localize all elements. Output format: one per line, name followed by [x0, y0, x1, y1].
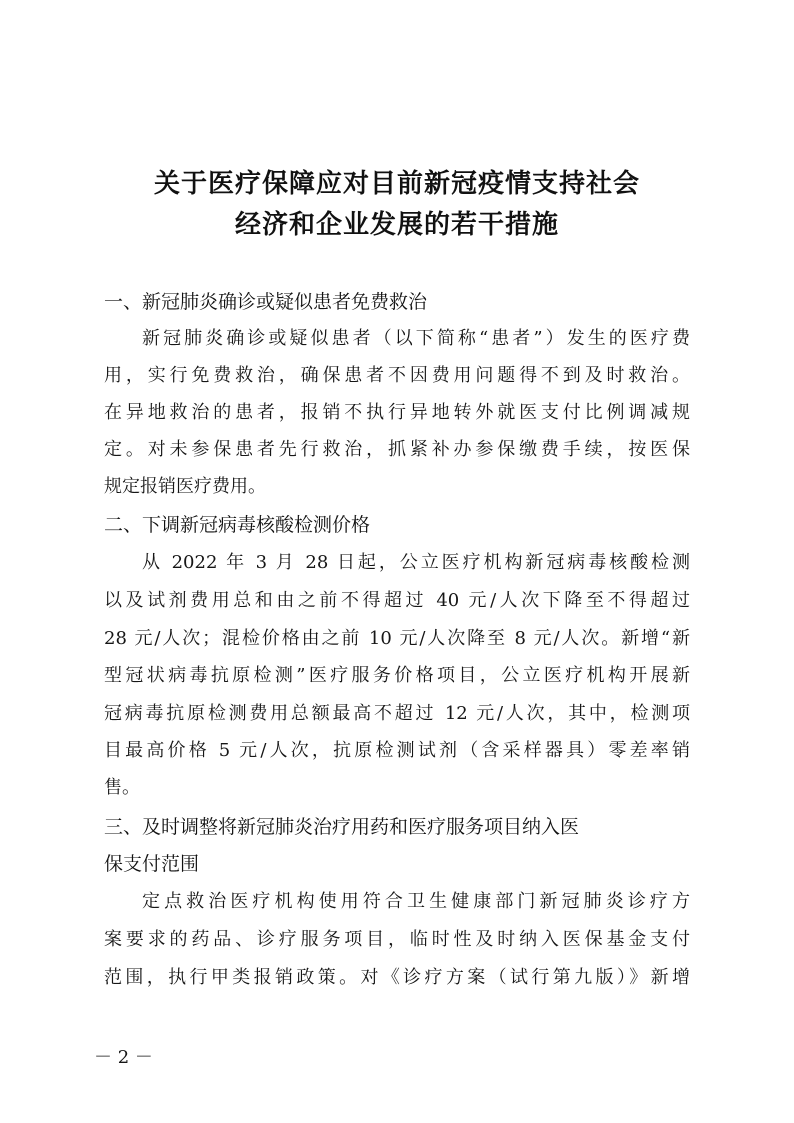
section-2-line-1: 从 2022 年 3 月 28 日起，公立医疗机构新冠病毒核酸检测: [142, 552, 690, 573]
section-1-line-2: 用，实行免费救治，确保患者不因费用问题得不到及时救治。: [104, 365, 690, 386]
section-3-line-1: 定点救治医疗机构使用符合卫生健康部门新冠肺炎诊疗方: [142, 891, 690, 912]
section-3-heading-line-1: 三、及时调整将新冠肺炎治疗用药和医疗服务项目纳入医: [104, 816, 580, 838]
document-title: [90, 164, 704, 246]
section-2-line-7: 售。: [104, 777, 140, 798]
section-1-line-1: 新冠肺炎确诊或疑似患者（以下简称“患者”）发生的医疗费: [142, 328, 690, 349]
section-1-line-3: 在异地救治的患者，报销不执行异地转外就医支付比例调减规: [104, 402, 690, 423]
section-2-line-2: 以及试剂费用总和由之前不得超过 40 元/人次下降至不得超过: [104, 590, 690, 611]
section-2-line-6: 目最高价格 5 元/人次，抗原检测试剂（含采样器具）零差率销: [104, 740, 690, 761]
section-3-line-2: 案要求的药品、诊疗服务项目，临时性及时纳入医保基金支付: [104, 929, 690, 950]
section-1-line-5: 规定报销医疗费用。: [104, 476, 266, 497]
section-2-line-4: 型冠状病毒抗原检测”医疗服务价格项目，公立医疗机构开展新: [104, 665, 690, 686]
section-2-line-5: 冠病毒抗原检测费用总额最高不超过 12 元/人次，其中，检测项: [104, 703, 690, 724]
section-3-line-3: 范围，执行甲类报销政策。对《诊疗方案（试行第九版）》新增: [104, 967, 690, 988]
section-2-heading: 二、下调新冠病毒核酸检测价格: [104, 514, 371, 536]
title-line-2: 经济和企业发展的若干措施: [234, 210, 559, 240]
title-line-1: 关于医疗保障应对目前新冠疫情支持社会: [153, 169, 640, 199]
section-1-heading: 一、新冠肺炎确诊或疑似患者免费救治: [104, 291, 428, 313]
section-3-heading-line-2: 保支付范围: [104, 853, 200, 875]
section-1-line-4: 定。对未参保患者先行救治，抓紧补办参保缴费手续，按医保: [104, 439, 690, 460]
section-2-line-3: 28 元/人次；混检价格由之前 10 元/人次降至 8 元/人次。新增“新: [104, 628, 690, 649]
page-number: － 2 －: [94, 1047, 153, 1068]
